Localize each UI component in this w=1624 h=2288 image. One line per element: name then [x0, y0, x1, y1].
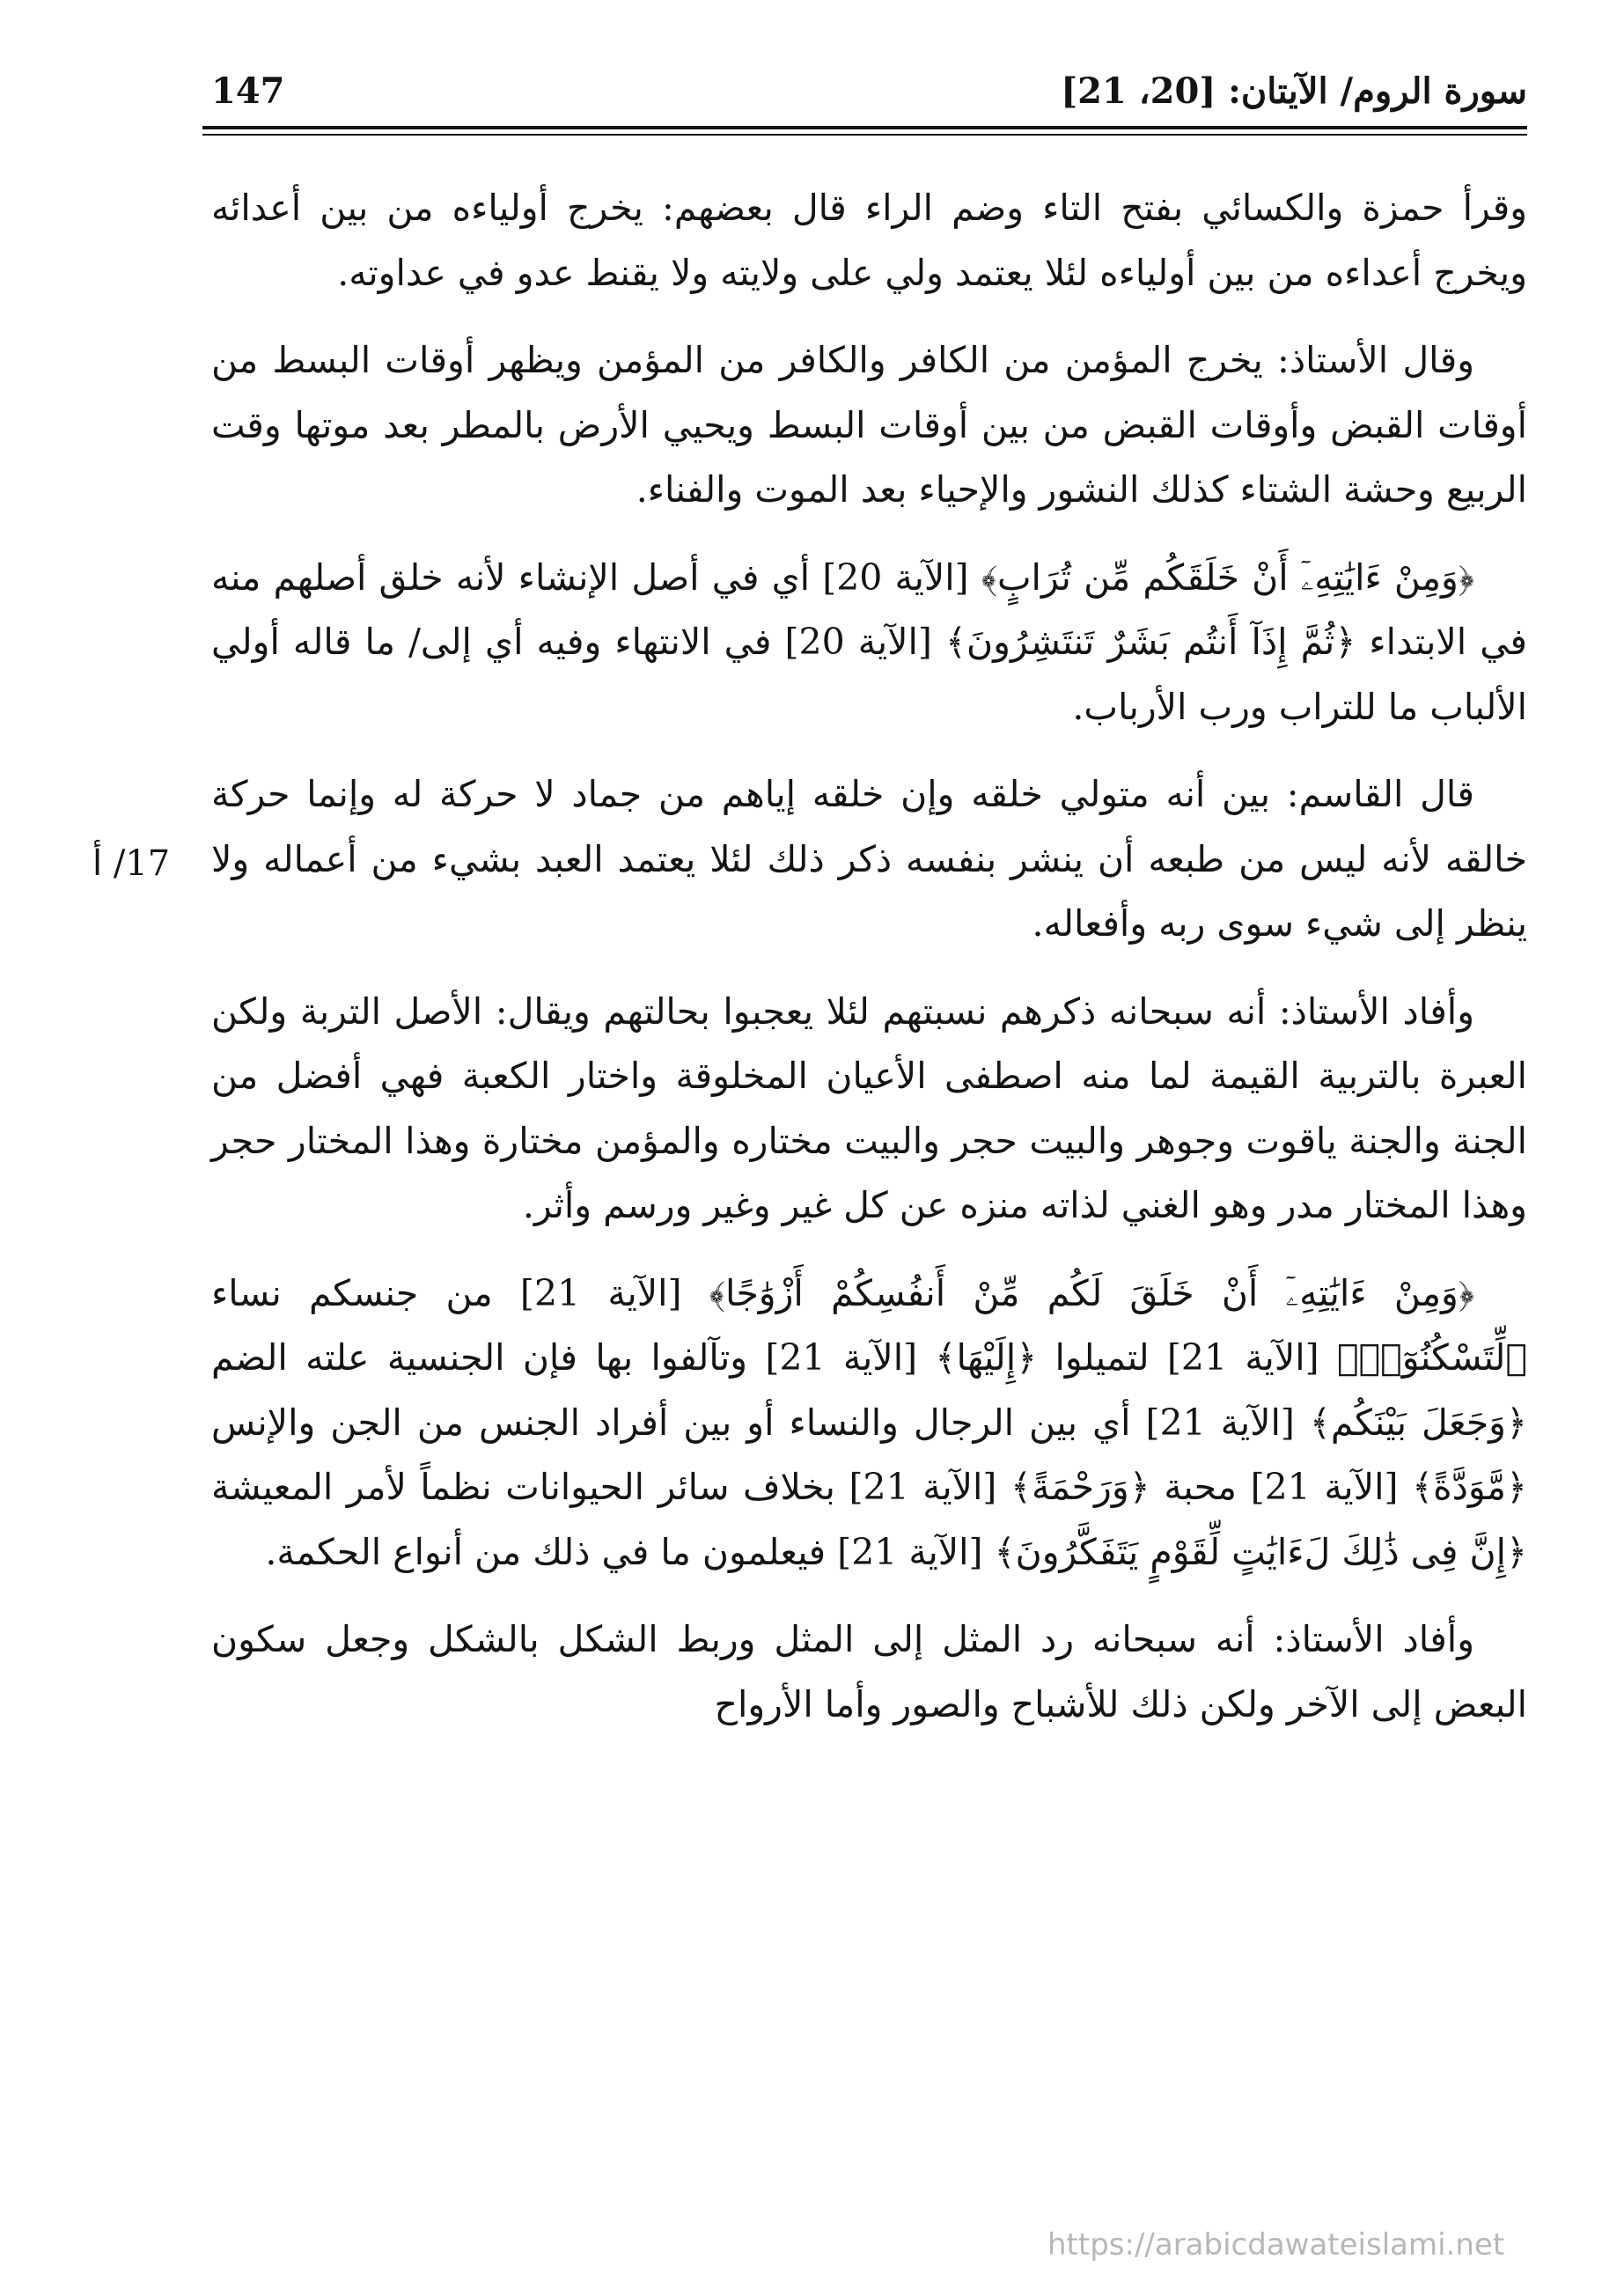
body-text [211, 176, 1527, 1760]
paragraph-ustadh-3: وأفاد الأستاذ: أنه سبحانه رد المثل إلى المثل وربط الشكل بالشكل وجعل سكون البعض إلى الآخر ولكن ذلك للأشباح والصور وأما الأرواح [211, 1618, 1527, 1725]
watermark-url: https://arabicdawateislami.net [1047, 2227, 1505, 2262]
header-rule-thick [202, 126, 1527, 129]
header-rule-thin [202, 134, 1527, 136]
paragraph-ustadh-1: وقال الأستاذ: يخرج المؤمن من الكافر والكافر من المؤمن ويظهر أوقات البسط من أوقات القبض وأوقات القبض من بين أوقات البسط ويحيي الأرض بالمطر بعد موتها وقت الربيع وحشة الشتاء كذلك النشور والإحياء بعد الموت والفناء. [211, 339, 1527, 511]
page-header [202, 62, 1527, 123]
running-head: سورة الروم/ الآيتان: [20، 21] [1061, 70, 1527, 112]
paragraph-ayah-20: ﴿وَمِنْ ءَايَٰتِهِۦٓ أَنْ خَلَقَكُم مِّن تُرَابٍ﴾ [الآية 20] أي في أصل الإنشاء لأنه خلق أصلهم منه في الابتداء ﴿ثُمَّ إِذَآ أَنتُم بَشَرٌ تَنتَشِرُونَ﴾ [الآية 20] في الانتهاء وفيه أي إلى/ ما قاله أولي الألباب ما للتراب ورب الأرباب. [211, 555, 1527, 728]
manuscript-folio-note: 17/ أ [92, 843, 171, 884]
paragraph-qasim: قال القاسم: بين أنه متولي خلقه وإن خلقه إياهم من جماد لا حركة له وإنما حركة خالقه لأنه ليس من طبعه أن ينشر بنفسه ذكر ذلك لئلا يعتمد العبد بشيء من أعماله ولا ينظر إلى شيء سوى ربه وأفعاله. [211, 773, 1527, 945]
paragraph-qiraat: وقرأ حمزة والكسائي بفتح التاء وضم الراء قال بعضهم: يخرج أولياءه من بين أعدائه ويخرج أعداءه من بين أولياءه لئلا يعتمد ولي على ولايته ولا يقنط عدو في عداوته. [211, 187, 1527, 294]
paragraph-ayah-21: ﴿وَمِنْ ءَايَٰتِهِۦٓ أَنْ خَلَقَ لَكُم مِّنْ أَنفُسِكُمْ أَزْوَٰجًا﴾ [الآية 21] من جنسكم نساء ﴿لِّتَسْكُنُوٓا۟﴾ [الآية 21] لتميلوا ﴿إِلَيْهَا﴾ [الآية 21] وتآلفوا بها فإن الجنسية علته الضم ﴿وَجَعَلَ بَيْنَكُم﴾ [الآية 21] أي بين الرجال والنساء أو بين أفراد الجنس من الجن والإنس ﴿مَّوَدَّةً﴾ [الآية 21] محبة ﴿وَرَحْمَةً﴾ [الآية 21] بخلاف سائر الحيوانات نظماً لأمر المعيشة ﴿إِنَّ فِى ذَٰلِكَ لَءَايَٰتٍ لِّقَوْمٍ يَتَفَكَّرُونَ﴾ [الآية 21] فيعلمون ما في ذلك من أنواع الحكمة. [211, 1271, 1527, 1573]
paragraph-ustadh-2: وأفاد الأستاذ: أنه سبحانه ذكرهم نسبتهم لئلا يعجبوا بحالتهم ويقال: الأصل التربة ولكن العبرة بالتربية القيمة لما منه اصطفى الأعيان المخلوقة واختار الكعبة فهي أفضل من الجنة والجنة ياقوت وجوهر والبيت حجر والبيت مختاره والمؤمن مختارة وهذا المختار حجر وهذا المختار مدر وهو الغني لذاته منزه عن كل غير وغير ورسم وأثر. [211, 990, 1527, 1226]
page-number: 147 [211, 70, 285, 112]
